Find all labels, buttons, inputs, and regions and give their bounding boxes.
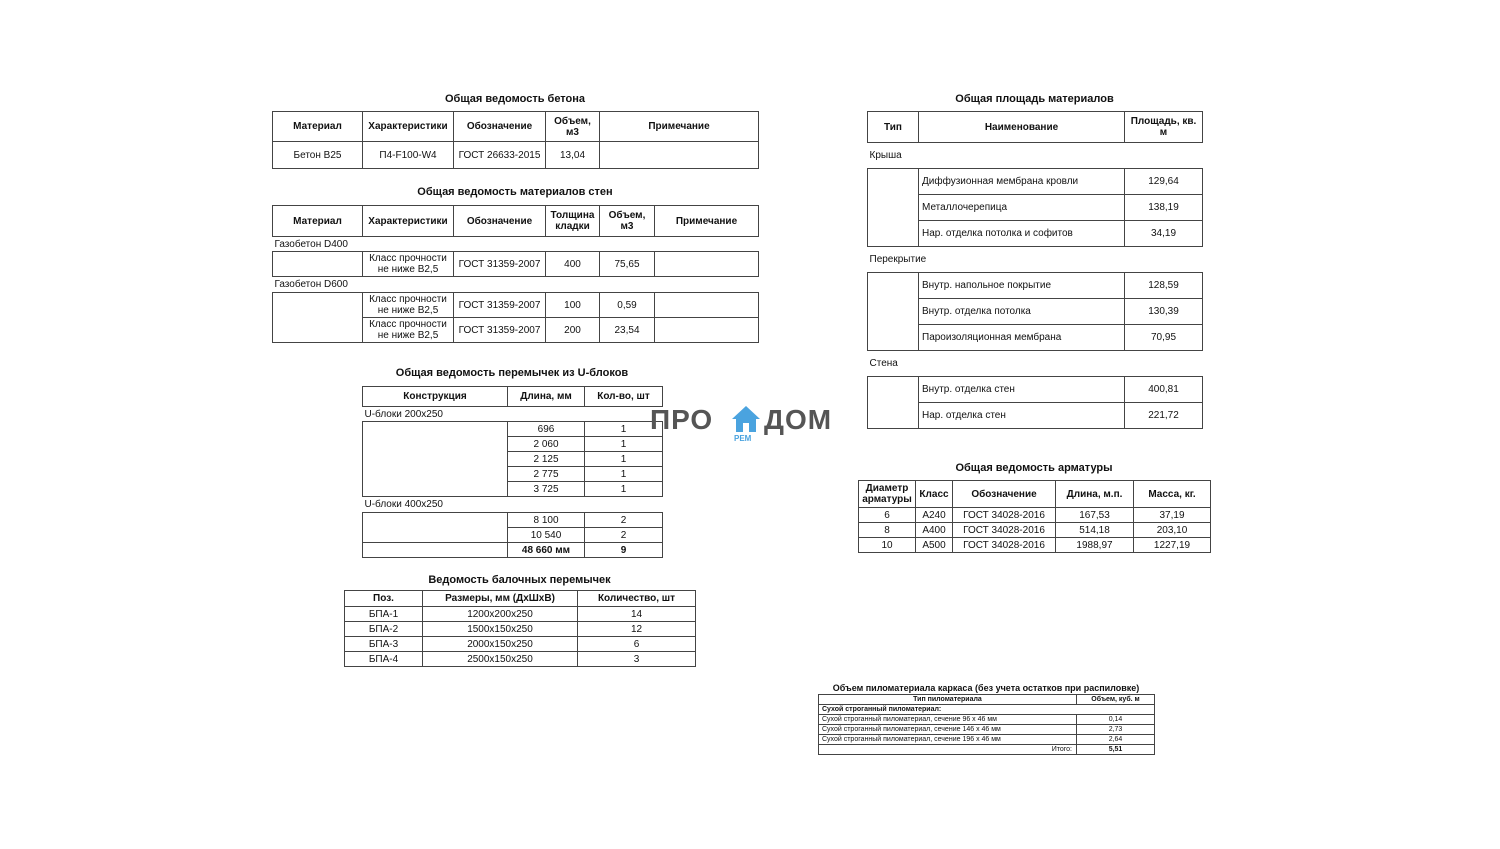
rebar-title: Общая ведомость арматуры bbox=[955, 462, 1113, 474]
walls-cell: Класс прочности не ниже В2,5 bbox=[363, 318, 454, 343]
area-cell: Внутр. отделка потолка bbox=[919, 299, 1125, 325]
area-cell: 128,59 bbox=[1125, 273, 1203, 299]
ublocks-cell: 1 bbox=[585, 437, 663, 452]
ublocks-cell: 2 125 bbox=[508, 452, 585, 467]
concrete-header: Обозначение bbox=[454, 112, 546, 142]
walls-blank-cell bbox=[273, 252, 363, 277]
ublocks-total-length: 48 660 мм bbox=[508, 543, 585, 558]
beams-cell: БПА-2 bbox=[345, 622, 423, 637]
concrete-header: Примечание bbox=[600, 112, 759, 142]
walls-group-label: Газобетон D400 bbox=[274, 238, 348, 250]
area-section-label: Крыша bbox=[869, 150, 902, 161]
beams-title: Ведомость балочных перемычек bbox=[428, 574, 611, 586]
area-cell: Диффузионная мембрана кровли bbox=[919, 169, 1125, 195]
walls-header: Материал bbox=[273, 206, 363, 237]
ublocks-blank-cell bbox=[363, 422, 508, 497]
rebar-cell: 37,19 bbox=[1134, 508, 1211, 523]
lumber-cell: Сухой строганный пиломатериал, сечение 146 х 46 мм bbox=[819, 725, 1077, 735]
area-cell: Металлочерепица bbox=[919, 195, 1125, 221]
beams-header: Размеры, мм (ДхШхВ) bbox=[423, 591, 578, 607]
area-table bbox=[867, 111, 1203, 429]
lumber-cell: 2,73 bbox=[1077, 725, 1155, 735]
area-header: Площадь, кв. м bbox=[1125, 112, 1203, 143]
lumber-header: Тип пиломатериала bbox=[819, 695, 1077, 705]
walls-cell: Класс прочности не ниже В2,5 bbox=[363, 293, 454, 318]
area-cell: 221,72 bbox=[1125, 403, 1203, 429]
concrete-cell: ГОСТ 26633-2015 bbox=[454, 142, 546, 169]
concrete-cell: 13,04 bbox=[546, 142, 600, 169]
rebar-cell: ГОСТ 34028-2016 bbox=[953, 523, 1056, 538]
walls-group-label: Газобетон D600 bbox=[274, 279, 348, 290]
walls-cell: ГОСТ 31359-2007 bbox=[454, 252, 546, 277]
lumber-group-label: Сухой строганный пиломатериал: bbox=[819, 705, 1155, 715]
area-cell: 138,19 bbox=[1125, 195, 1203, 221]
lumber-cell: Сухой строганный пиломатериал, сечение 96 х 46 мм bbox=[819, 715, 1077, 725]
walls-blank-cell bbox=[273, 293, 363, 343]
beams-cell: 6 bbox=[578, 637, 696, 652]
rebar-cell: ГОСТ 34028-2016 bbox=[953, 538, 1056, 553]
walls-cell: 400 bbox=[546, 252, 600, 277]
ublocks-cell: 1 bbox=[585, 467, 663, 482]
concrete-cell bbox=[600, 142, 759, 169]
walls-cell: ГОСТ 31359-2007 bbox=[454, 318, 546, 343]
lumber-cell: 0,14 bbox=[1077, 715, 1155, 725]
area-blank-cell bbox=[868, 169, 919, 247]
concrete-header: Объем, м3 bbox=[546, 112, 600, 142]
walls-cell: 100 bbox=[546, 293, 600, 318]
area-header: Тип bbox=[868, 112, 919, 143]
walls-cell: 200 bbox=[546, 318, 600, 343]
ublocks-cell: 2 bbox=[585, 513, 663, 528]
rebar-cell: 10 bbox=[859, 538, 916, 553]
area-cell: Нар. отделка потолка и софитов bbox=[919, 221, 1125, 247]
lumber-cell: Сухой строганный пиломатериал, сечение 196 х 46 мм bbox=[819, 735, 1077, 745]
area-blank-cell bbox=[868, 377, 919, 429]
ublocks-cell: 1 bbox=[585, 422, 663, 437]
ublocks-cell: 2 060 bbox=[508, 437, 585, 452]
logo-text-right: ДОМ bbox=[764, 404, 833, 435]
ublocks-group-label: U-блоки 400х250 bbox=[364, 499, 443, 510]
rebar-header: Длина, м.п. bbox=[1056, 481, 1134, 508]
rebar-table bbox=[858, 480, 1211, 553]
ublocks-header: Кол-во, шт bbox=[585, 387, 663, 407]
rebar-cell: 1227,19 bbox=[1134, 538, 1211, 553]
ublocks-cell: 1 bbox=[585, 482, 663, 497]
ublocks-blank-cell bbox=[363, 513, 508, 543]
ublocks-cell: 3 725 bbox=[508, 482, 585, 497]
concrete-cell: П4-F100-W4 bbox=[363, 142, 454, 169]
ublocks-cell: 1 bbox=[585, 452, 663, 467]
beams-cell: 2000х150х250 bbox=[423, 637, 578, 652]
rebar-header: Обозначение bbox=[953, 481, 1056, 508]
rebar-cell: ГОСТ 34028-2016 bbox=[953, 508, 1056, 523]
walls-table bbox=[272, 205, 759, 343]
rebar-cell: 6 bbox=[859, 508, 916, 523]
walls-cell bbox=[655, 318, 759, 343]
walls-header: Обозначение bbox=[454, 206, 546, 237]
ublocks-cell: 8 100 bbox=[508, 513, 585, 528]
walls-header: Толщина кладки bbox=[546, 206, 600, 237]
rebar-cell: 167,53 bbox=[1056, 508, 1134, 523]
area-title: Общая площадь материалов bbox=[955, 93, 1114, 105]
ublocks-cell: 2 bbox=[585, 528, 663, 543]
area-cell: Внутр. отделка стен bbox=[919, 377, 1125, 403]
rebar-cell: 1988,97 bbox=[1056, 538, 1134, 553]
logo-subtext: РЕМ bbox=[734, 434, 752, 443]
area-cell: 34,19 bbox=[1125, 221, 1203, 247]
walls-cell bbox=[655, 293, 759, 318]
beams-cell: 1500х150х250 bbox=[423, 622, 578, 637]
logo-text-left: ПРО bbox=[650, 404, 714, 435]
concrete-title: Общая ведомость бетона bbox=[444, 93, 586, 105]
concrete-table bbox=[272, 111, 759, 169]
rebar-cell: 203,10 bbox=[1134, 523, 1211, 538]
walls-cell: 75,65 bbox=[600, 252, 655, 277]
walls-cell bbox=[655, 252, 759, 277]
area-cell: Внутр. напольное покрытие bbox=[919, 273, 1125, 299]
rebar-cell: 514,18 bbox=[1056, 523, 1134, 538]
area-section-label: Стена bbox=[869, 358, 898, 369]
area-header: Наименование bbox=[919, 112, 1125, 143]
beams-cell: БПА-4 bbox=[345, 652, 423, 667]
area-section-label: Перекрытие bbox=[869, 254, 927, 265]
area-cell: 70,95 bbox=[1125, 325, 1203, 351]
beams-cell: 3 bbox=[578, 652, 696, 667]
rebar-cell: 8 bbox=[859, 523, 916, 538]
pro-dom-logo bbox=[650, 404, 850, 448]
beams-cell: 12 bbox=[578, 622, 696, 637]
beams-table bbox=[344, 590, 696, 667]
walls-cell: 23,54 bbox=[600, 318, 655, 343]
walls-cell: ГОСТ 31359-2007 bbox=[454, 293, 546, 318]
area-cell: 129,64 bbox=[1125, 169, 1203, 195]
rebar-header: Диаметр арматуры bbox=[859, 481, 916, 508]
lumber-cell: 2,64 bbox=[1077, 735, 1155, 745]
lumber-header: Объем, куб. м bbox=[1077, 695, 1155, 705]
concrete-header: Материал bbox=[273, 112, 363, 142]
ublocks-group-label: U-блоки 200х250 bbox=[364, 408, 443, 420]
concrete-header: Характеристики bbox=[363, 112, 454, 142]
walls-title: Общая ведомость материалов стен bbox=[417, 186, 613, 198]
beams-cell: БПА-1 bbox=[345, 607, 423, 622]
rebar-header: Класс bbox=[916, 481, 953, 508]
ublocks-blank-cell bbox=[363, 543, 508, 558]
ublocks-cell: 10 540 bbox=[508, 528, 585, 543]
beams-header: Поз. bbox=[345, 591, 423, 607]
rebar-cell: A500 bbox=[916, 538, 953, 553]
ublocks-title: Общая ведомость перемычек из U-блоков bbox=[395, 367, 629, 379]
area-cell: Нар. отделка стен bbox=[919, 403, 1125, 429]
area-cell: Пароизоляционная мембрана bbox=[919, 325, 1125, 351]
ublocks-cell: 696 bbox=[508, 422, 585, 437]
ublocks-table bbox=[362, 386, 663, 558]
rebar-cell: A240 bbox=[916, 508, 953, 523]
area-blank-cell bbox=[868, 273, 919, 351]
beams-header: Количество, шт bbox=[578, 591, 696, 607]
walls-header: Объем, м3 bbox=[600, 206, 655, 237]
beams-cell: 14 bbox=[578, 607, 696, 622]
walls-cell: 0,59 bbox=[600, 293, 655, 318]
beams-cell: БПА-3 bbox=[345, 637, 423, 652]
area-cell: 400,81 bbox=[1125, 377, 1203, 403]
ublocks-total-count: 9 bbox=[585, 543, 663, 558]
rebar-cell: A400 bbox=[916, 523, 953, 538]
concrete-cell: Бетон В25 bbox=[273, 142, 363, 169]
walls-header: Характеристики bbox=[363, 206, 454, 237]
lumber-total-value: 5,51 bbox=[1077, 745, 1155, 755]
ublocks-header: Длина, мм bbox=[508, 387, 585, 407]
walls-cell: Класс прочности не ниже В2,5 bbox=[363, 252, 454, 277]
lumber-total-label: Итого: bbox=[819, 745, 1077, 755]
beams-cell: 1200х200х250 bbox=[423, 607, 578, 622]
ublocks-cell: 2 775 bbox=[508, 467, 585, 482]
walls-header: Примечание bbox=[655, 206, 759, 237]
lumber-title: Объем пиломатериала каркаса (без учета остатков при распиловке) bbox=[832, 683, 1140, 693]
rebar-header: Масса, кг. bbox=[1134, 481, 1211, 508]
lumber-table bbox=[818, 694, 1155, 755]
area-cell: 130,39 bbox=[1125, 299, 1203, 325]
beams-cell: 2500х150х250 bbox=[423, 652, 578, 667]
ublocks-header: Конструкция bbox=[363, 387, 508, 407]
